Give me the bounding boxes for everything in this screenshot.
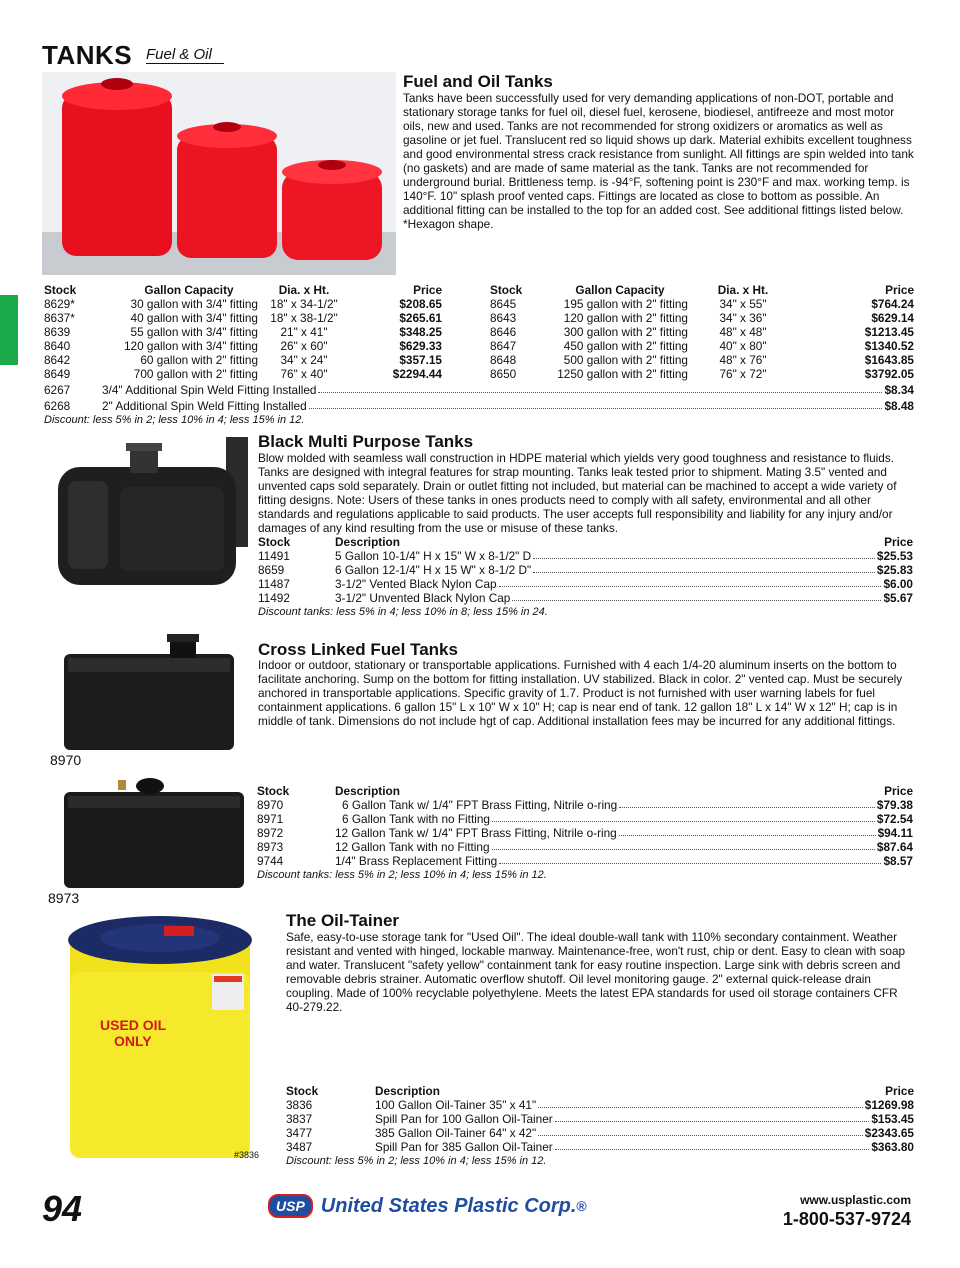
dims-cell: 34" x 24" [280, 353, 328, 367]
table-row [44, 325, 914, 339]
table-row [258, 563, 913, 577]
oil-table-header [286, 1084, 914, 1098]
dims-cell: 40" x 80" [719, 339, 767, 353]
dims-cell: 34" x 36" [719, 311, 767, 325]
table-row [44, 367, 914, 381]
black-table [258, 535, 913, 619]
caption-8973: 8973 [48, 890, 80, 906]
leader-dots [533, 549, 875, 559]
header-dims: Dia. x Ht. [278, 283, 330, 297]
oil-description: Safe, easy-to-use storage tank for "Used Oil". The ideal double-wall tank with 110% secondary containment. Weather resistant and vented with hinged, lockable manway. Maintenance-free, won't rust, chip or dent. Easy to clean with soap and water. Translucent "safety yellow" containment tank for easy routine inspection. Large sink with debris screen and removable debris strainer. Automatic overflow shutoff. Oil level monitoring gauge. 2" external quick-release drain coupling. Made of 100% recyclable polyethylene. Meets the latest EPA standards for used oil storage containers CFR 40-279.22. [286, 930, 906, 1014]
header-price: Price [885, 1084, 914, 1098]
stock-cell: 3836 [286, 1098, 313, 1112]
price-cell: $5.67 [883, 591, 913, 605]
price-cell: $2343.65 [864, 1126, 914, 1140]
table-row [257, 854, 913, 868]
capacity-cell: 55 gallon with 3/4" fitting [130, 325, 258, 339]
table-row [257, 798, 913, 812]
description-cell: 3-1/2" Vented Black Nylon Cap [335, 577, 497, 591]
description-cell: 1/4" Brass Replacement Fitting [335, 854, 498, 868]
capacity-cell: 30 gallon with 3/4" fitting [130, 297, 258, 311]
dims-cell: 48" x 48" [719, 325, 767, 339]
table-row [258, 549, 913, 563]
price-cell: $79.38 [876, 798, 913, 812]
header-capacity-2: Gallon Capacity [575, 283, 665, 297]
description-cell: 385 Gallon Oil-Tainer 64" x 42" [375, 1126, 537, 1140]
leader-dots [492, 840, 875, 850]
price-cell: $25.53 [876, 549, 913, 563]
table-row [257, 840, 913, 854]
header-stock: Stock [258, 535, 291, 549]
stock-cell: 8637* [44, 311, 75, 325]
caption-8970: 8970 [50, 752, 82, 768]
description-cell: 3-1/2" Unvented Black Nylon Cap [335, 591, 511, 605]
stock-cell: 8645 [490, 297, 517, 311]
fuel-table-header [44, 283, 914, 297]
leader-dots [619, 826, 876, 836]
cross-discount: Discount tanks: less 5% in 2; less 10% in 4; less 15% in 12. [257, 869, 547, 881]
stock-cell: 8648 [490, 353, 517, 367]
table-row [44, 311, 914, 325]
price-cell: $265.61 [399, 311, 442, 325]
capacity-cell: 40 gallon with 3/4" fitting [130, 311, 258, 325]
section-tab [0, 295, 18, 365]
stock-cell: 3837 [286, 1112, 313, 1126]
stock-cell: 8643 [490, 311, 517, 325]
caption-3836: #3836 [234, 1150, 260, 1160]
header-description: Description [335, 784, 400, 798]
price-cell: $357.15 [399, 353, 442, 367]
price-cell: $764.24 [871, 297, 914, 311]
usp-logo-icon: USP [268, 1194, 313, 1218]
stock-cell: 3487 [286, 1140, 313, 1154]
cross-description: Indoor or outdoor, stationary or transportable applications. Furnished with 4 each 1/4-20 aluminum inserts on the bottom to facilitate anchoring. Sump on the bottom for fitting installation. UV stabilized. Black in color. 2" vented cap. Must be securely anchored in transportable applications. Specific gravity of 1.7. Product is not furnished with user warning labels for fuel containment applications. 6 gallon 15" L x 10" W x 10" H; cap is near end of tank. 12 gallon 18" L x 14" W x 12" H; cap is in middle of tank. Dimensions do not include hgt of cap. Additional installation fees may be incurred for any additional fittings. [258, 658, 903, 728]
dims-cell: 18" x 38-1/2" [270, 311, 338, 325]
price-cell: $1643.85 [864, 353, 914, 367]
description-cell: 6 Gallon 12-1/4" H x 15 W" x 8-1/2 D" [335, 563, 532, 577]
black-tank-image [44, 433, 250, 603]
leader-dots [492, 812, 875, 822]
registered-mark: ® [576, 1198, 587, 1214]
leader-dots [499, 854, 881, 864]
stock-cell: 9744 [257, 854, 284, 868]
stock-cell: 8639 [44, 325, 71, 339]
black-description: Blow molded with seamless wall construction in HDPE material which yields very good toughness and resistance to fluids. Tanks are designed with integral features for strap mounting. Tanks leak tested prior to shipment. Mating 3.5" vented and unvented caps sold separately. Drain or outlet fitting not included, but material can be machined to accept a wide variety of fitting designs. Note: Users of these tanks in ones products need to comply with all safety, environmental and all other standards and regulations applicable to said products. The user accepts full responsibility and liability for any injury and/or damages of any kind resulting from the use or misuse of these tanks. [258, 451, 897, 535]
stock-cell: 8659 [258, 563, 285, 577]
dims-cell: 26" x 60" [280, 339, 328, 353]
capacity-cell: 120 gallon with 3/4" fitting [123, 339, 258, 353]
price-cell: $629.14 [871, 311, 914, 325]
cross-table-header [257, 784, 913, 798]
description-cell: 6 Gallon Tank with no Fitting [342, 812, 490, 826]
dims-cell: 76" x 72" [719, 367, 767, 381]
page-subtitle: Fuel & Oil [146, 46, 224, 64]
price-cell: $2294.44 [392, 367, 442, 381]
leader-dots [318, 383, 882, 393]
leader-dots [309, 399, 883, 409]
description-cell: 6 Gallon Tank w/ 1/4" FPT Brass Fitting, Nitrile o-ring [342, 798, 618, 812]
header-price: Price [884, 535, 913, 549]
header-price: Price [884, 784, 913, 798]
header-stock-2: Stock [490, 283, 523, 297]
stock-cell: 8629* [44, 297, 75, 311]
stock-cell: 8650 [490, 367, 517, 381]
leader-dots [499, 577, 882, 587]
price-cell: $72.54 [876, 812, 913, 826]
black-table-header [258, 535, 913, 549]
price-cell: $208.65 [399, 297, 442, 311]
header-capacity: Gallon Capacity [144, 283, 234, 297]
black-discount: Discount tanks: less 5% in 4; less 10% in 8; less 15% in 24. [258, 606, 548, 618]
table-row [258, 577, 913, 591]
price-cell: $153.45 [871, 1112, 914, 1126]
oil-table [286, 1084, 914, 1168]
price-cell: $25.83 [876, 563, 913, 577]
stock-cell: 8646 [490, 325, 517, 339]
price-cell: $363.80 [871, 1140, 914, 1154]
red-tanks-image [42, 72, 396, 275]
header-stock: Stock [286, 1084, 319, 1098]
stock-cell: 8973 [257, 840, 284, 854]
dims-cell: 34" x 55" [719, 297, 767, 311]
cross-table [257, 784, 913, 882]
fuel-description: Tanks have been successfully used for very demanding applications of non-DOT, portable and stationary storage tanks for fuel oil, diesel fuel, kerosene, biodiesel, antifreeze and most motor oils, new and used. Tanks are not recommended for strong oxidizers or aromatics as well as gasoline or jet fuel. Translucent red so liquid shows up dark. Material exhibits excellent toughness and good environmental stress crack resistance from sunlight. All fittings are spin welded into tank (no gaskets) and are made of same material as the tank. Tanks are not recommended for underground burial. Brittleness temp. is -94°F, softening point is 230°F and max. working temp. is 140°F. 10" splash proof vented caps. Fittings are located as close to bottom as possible. An additional fitting can be installed to the top for an added cost. See additional fittings listed below. *Hexagon shape. [403, 91, 914, 231]
page-number: 94 [42, 1188, 83, 1229]
table-row [286, 1098, 914, 1112]
price-cell: $94.11 [877, 826, 913, 840]
stock-cell: 8971 [257, 812, 284, 826]
section-title-fuel: Fuel and Oil Tanks [403, 72, 553, 91]
leader-dots [538, 1098, 863, 1108]
price-cell: $8.48 [884, 399, 914, 413]
oil-tainer-image [60, 912, 260, 1162]
stock-cell: 8970 [257, 798, 284, 812]
stock-cell: 8642 [44, 353, 71, 367]
leader-dots [512, 591, 881, 601]
table-row [286, 1126, 914, 1140]
table-row [44, 383, 914, 397]
table-row [286, 1140, 914, 1154]
table-row [258, 591, 913, 605]
header-price-2: Price [885, 283, 914, 297]
price-cell: $6.00 [883, 577, 913, 591]
header-dims-2: Dia. x Ht. [717, 283, 769, 297]
stock-cell: 8640 [44, 339, 71, 353]
dims-cell: 76" x 40" [280, 367, 328, 381]
price-cell: $3792.05 [864, 367, 914, 381]
table-row [44, 339, 914, 353]
cross-tank-8970-image [58, 632, 238, 754]
stock-cell: 6268 [44, 399, 71, 413]
price-cell: $348.25 [399, 325, 442, 339]
section-title-black: Black Multi Purpose Tanks [258, 432, 474, 451]
leader-dots [619, 798, 875, 808]
table-row [257, 812, 913, 826]
table-row [257, 826, 913, 840]
capacity-cell: 60 gallon with 2" fitting [140, 353, 258, 367]
page-title: TANKS [42, 40, 133, 70]
price-cell: $8.57 [883, 854, 913, 868]
company-name: United States Plastic Corp. [320, 1194, 577, 1217]
description-cell: 2" Additional Spin Weld Fitting Installed [102, 399, 307, 413]
price-cell: $1269.98 [864, 1098, 914, 1112]
capacity-cell: 450 gallon with 2" fitting [563, 339, 688, 353]
capacity-cell: 500 gallon with 2" fitting [563, 353, 688, 367]
table-row [286, 1112, 914, 1126]
capacity-cell: 700 gallon with 2" fitting [133, 367, 258, 381]
svg-text:USED OIL: USED OIL [100, 1017, 167, 1033]
dims-cell: 48" x 76" [719, 353, 767, 367]
description-cell: 12 Gallon Tank with no Fitting [335, 840, 490, 854]
leader-dots [538, 1126, 863, 1136]
dims-cell: 18" x 34-1/2" [270, 297, 338, 311]
company-logo [268, 1194, 587, 1218]
price-cell: $8.34 [884, 383, 914, 397]
table-row [44, 353, 914, 367]
price-cell: $629.33 [399, 339, 442, 353]
fuel-discount: Discount: less 5% in 2; less 10% in 4; less 15% in 12. [44, 414, 305, 426]
cross-tank-8973-image [62, 768, 252, 890]
leader-dots [533, 563, 875, 573]
table-row [44, 297, 914, 311]
capacity-cell: 1250 gallon with 2" fitting [557, 367, 688, 381]
price-cell: $87.64 [876, 840, 913, 854]
description-cell: Spill Pan for 385 Gallon Oil-Tainer [375, 1140, 553, 1154]
section-title-cross: Cross Linked Fuel Tanks [258, 640, 458, 659]
leader-dots [555, 1112, 870, 1122]
description-cell: 12 Gallon Tank w/ 1/4" FPT Brass Fitting, Nitrile o-ring [335, 826, 617, 840]
capacity-cell: 195 gallon with 2" fitting [563, 297, 688, 311]
header-stock: Stock [257, 784, 290, 798]
header-stock: Stock [44, 283, 77, 297]
section-title-oil: The Oil-Tainer [286, 911, 400, 930]
header-description: Description [335, 535, 400, 549]
description-cell: Spill Pan for 100 Gallon Oil-Tainer [375, 1112, 553, 1126]
price-cell: $1340.52 [864, 339, 914, 353]
description-cell: 100 Gallon Oil-Tainer 35" x 41" [375, 1098, 537, 1112]
dims-cell: 21" x 41" [280, 325, 328, 339]
stock-cell: 8647 [490, 339, 517, 353]
capacity-cell: 300 gallon with 2" fitting [563, 325, 688, 339]
oil-discount: Discount: less 5% in 2; less 10% in 4; less 15% in 12. [286, 1155, 547, 1167]
leader-dots [555, 1140, 870, 1150]
header-description: Description [375, 1084, 440, 1098]
header-price: Price [413, 283, 442, 297]
table-row [44, 399, 914, 413]
stock-cell: 11487 [258, 577, 290, 591]
stock-cell: 11491 [258, 549, 290, 563]
capacity-cell: 120 gallon with 2" fitting [563, 311, 688, 325]
svg-text:ONLY: ONLY [114, 1033, 152, 1049]
stock-cell: 6267 [44, 383, 71, 397]
phone-number: 1-800-537-9724 [782, 1209, 911, 1229]
stock-cell: 8972 [257, 826, 284, 840]
stock-cell: 8649 [44, 367, 71, 381]
website-url[interactable]: www.usplastic.com [800, 1193, 911, 1207]
price-cell: $1213.45 [864, 325, 914, 339]
stock-cell: 3477 [286, 1126, 313, 1140]
stock-cell: 11492 [258, 591, 290, 605]
fuel-table [44, 283, 914, 427]
description-cell: 5 Gallon 10-1/4" H x 15" W x 8-1/2" D [335, 549, 532, 563]
description-cell: 3/4" Additional Spin Weld Fitting Installed [102, 383, 317, 397]
